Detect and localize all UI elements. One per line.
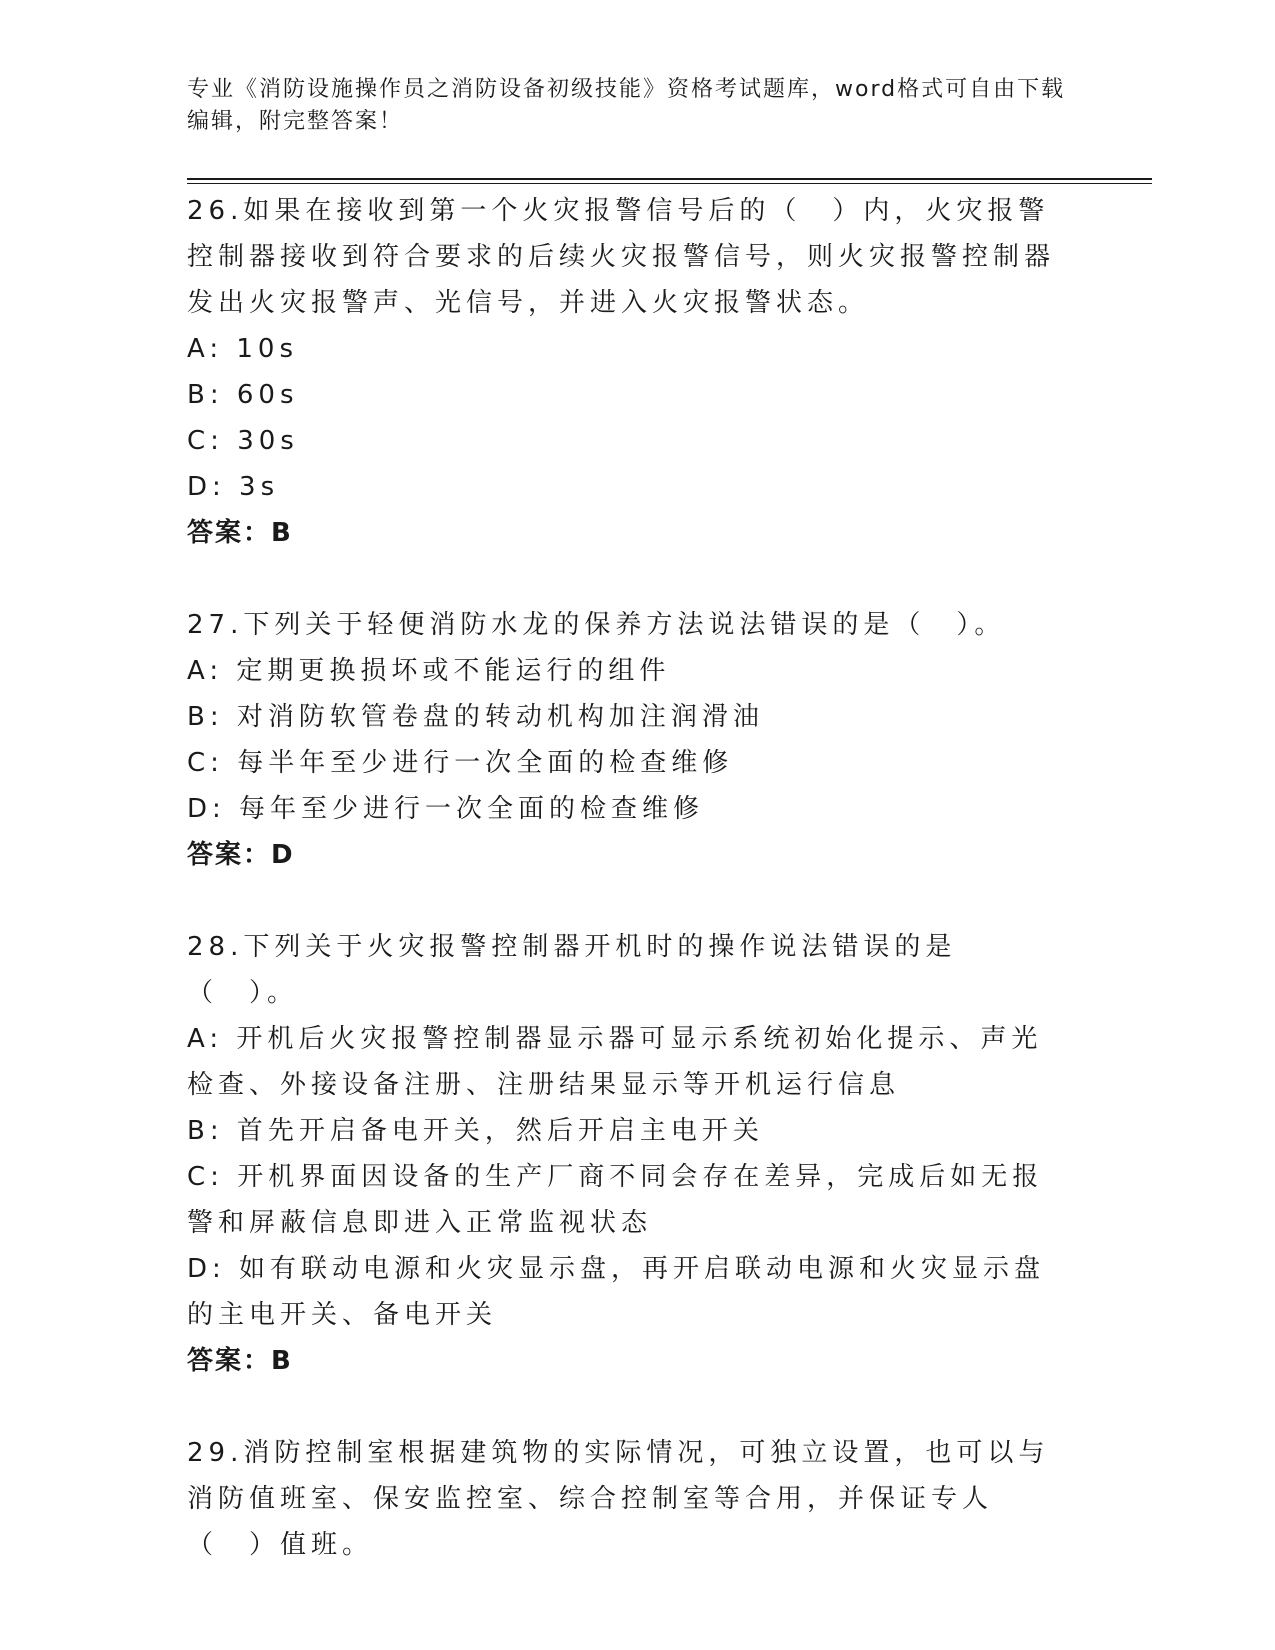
question-28 [187,924,1067,1384]
answer-line [187,1338,1067,1384]
option-d [187,464,1067,510]
question-27 [187,602,1067,878]
option-c [187,1154,1067,1246]
header-divider-thin [187,183,1152,184]
answer-label: 答案： [187,1346,272,1376]
option-key: C: [187,426,224,456]
answer-label: 答案： [187,840,272,870]
option-key: A: [187,656,224,686]
option-key: D: [187,472,226,502]
option-text: 每年至少进行一次全面的检查维修 [239,794,705,824]
question-stem: 下列关于火灾报警控制器开机时的操作说法错误的是（ ）。 [187,932,957,1008]
option-d [187,1246,1067,1338]
option-text: 10s [236,334,298,364]
option-text: 首先开启备电开关，然后开启主电开关 [236,1116,764,1146]
option-b [187,372,1067,418]
option-text: 3s [239,472,280,502]
option-key: D: [187,794,226,824]
option-key: B: [187,702,224,732]
option-text: 对消防软管卷盘的转动机构加注润滑油 [236,702,764,732]
question-29 [187,1430,1067,1568]
option-b [187,1108,1067,1154]
option-a [187,648,1067,694]
option-key: A: [187,334,224,364]
option-c [187,418,1067,464]
answer-label: 答案： [187,518,272,548]
question-number: 28. [187,932,244,962]
option-a [187,326,1067,372]
question-list [187,188,1067,1614]
question-number: 29. [187,1438,244,1468]
option-key: D: [187,1254,226,1284]
question-26 [187,188,1067,556]
question-text [187,188,1067,326]
question-stem: 下列关于轻便消防水龙的保养方法说法错误的是（ ）。 [243,610,1006,640]
option-text: 定期更换损坏或不能运行的组件 [236,656,671,686]
question-text [187,602,1067,648]
option-key: C: [187,748,224,778]
option-text: 开机界面因设备的生产厂商不同会存在差异，完成后如无报警和屏蔽信息即进入正常监视状态 [187,1162,1044,1238]
option-d [187,786,1067,832]
option-b [187,694,1067,740]
option-a [187,1016,1067,1108]
answer-value: B [271,518,293,548]
answer-value: B [271,1346,293,1376]
document-header: 专业《消防设施操作员之消防设备初级技能》资格考试题库，word格式可自由下载编辑，附完整答案！ [187,77,1066,134]
option-text: 每半年至少进行一次全面的检查维修 [237,748,734,778]
question-text [187,924,1067,1016]
option-key: C: [187,1162,224,1192]
header-divider-thick [187,178,1152,180]
option-key: B: [187,1116,224,1146]
option-text: 如有联动电源和火灾显示盘，再开启联动电源和火灾显示盘的主电开关、备电开关 [187,1254,1046,1330]
option-key: B: [187,380,224,410]
question-number: 27. [187,610,244,640]
question-stem: 如果在接收到第一个火灾报警信号后的（ ）内，火灾报警控制器接收到符合要求的后续火灾报警信号，则火灾报警控制器发出火灾报警声、光信号，并进入火灾报警状态。 [187,196,1056,318]
question-stem: 消防控制室根据建筑物的实际情况，可独立设置，也可以与消防值班室、保安监控室、综合控制室等合用，并保证专人（ ）值班。 [187,1438,1050,1560]
option-text: 60s [236,380,299,410]
option-c [187,740,1067,786]
question-text [187,1430,1067,1568]
answer-line [187,510,1067,556]
answer-value: D [271,840,295,870]
option-text: 30s [237,426,299,456]
answer-line [187,832,1067,878]
option-text: 开机后火灾报警控制器显示器可显示系统初始化提示、声光检查、外接设备注册、注册结果显示等开机运行信息 [187,1024,1043,1100]
question-number: 26. [187,196,244,226]
option-key: A: [187,1024,224,1054]
